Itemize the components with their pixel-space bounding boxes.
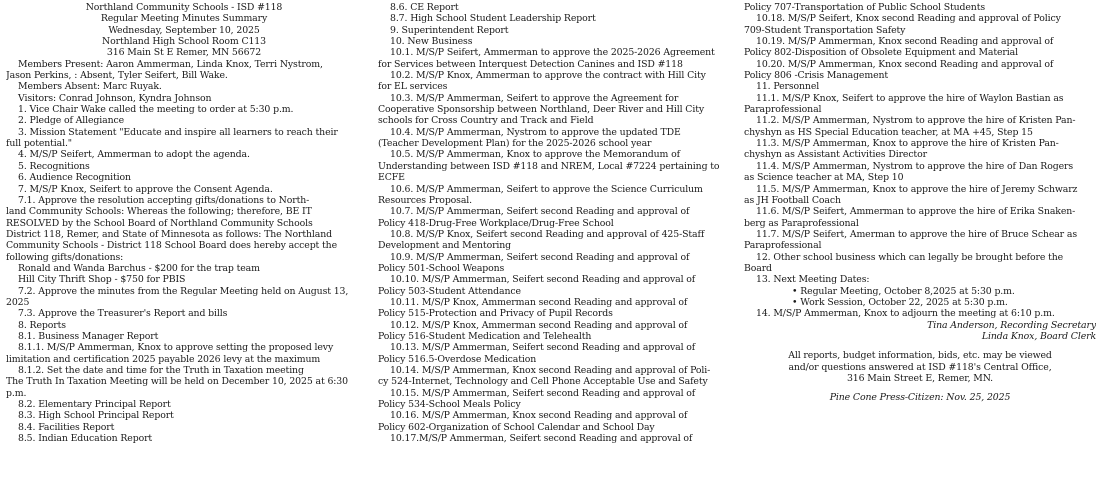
column-3	[744, 2, 1096, 478]
text-line: for EL services	[378, 81, 448, 93]
text-line: Jason Perkins, : Absent, Tyler Seifert, Bill Wake.	[6, 70, 228, 82]
publication-line: Pine Cone Press-Citizen: Nov. 25, 2025	[829, 392, 1011, 404]
text-line: 10.17.M/S/P Ammerman, Seifert second Reading and approval of	[390, 433, 693, 445]
text-line: 8.5. Indian Education Report	[18, 433, 153, 445]
column-2	[378, 2, 728, 478]
text-line: 11. Personnel	[756, 81, 820, 93]
text-line: • Regular Meeting, October 8,2025 at 5:30 p.m.	[792, 285, 1015, 297]
text-line: 11.6. M/S/P Seifert, Ammerman to approve the hire of Erika Snaken-	[756, 206, 1076, 218]
text-line: 10.4. M/S/P Ammerman, Nystrom to approve the updated TDE	[390, 126, 681, 138]
text-line: 10.12. M/S/P Knox, Ammerman second Reading and approval of	[390, 319, 688, 331]
text-line: 7.1. Approve the resolution accepting gifts/donations to North-	[18, 194, 310, 206]
text-line: 316 Main Street E, Remer, MN.	[846, 373, 994, 384]
column-1	[6, 2, 362, 478]
text-line: 11.1. M/S/P Knox, Seifert to approve the hire of Waylon Bastian as	[756, 92, 1064, 104]
text-line: 10.11. M/S/P Knox, Ammerman second Reading and approval of	[390, 296, 688, 308]
text-line: Paraprofessional	[744, 104, 822, 116]
text-line: 1. Vice Chair Wake called the meeting to order at 5:30 p.m.	[18, 104, 294, 116]
text-line: Hill City Thrift Shop - $750 for PBIS	[18, 274, 186, 286]
text-line: Members Absent: Marc Ruyak.	[18, 81, 162, 93]
text-line: 9. Superintendent Report	[390, 24, 509, 36]
text-line: The Truth In Taxation Meeting will be held on December 10, 2025 at 6:30	[6, 376, 348, 388]
text-line: 8.1.1. M/S/P Ammerman, Knox to approve setting the proposed levy	[18, 342, 334, 354]
text-line: 7. M/S/P Knox, Seifert to approve the Consent Agenda.	[18, 183, 273, 195]
text-line: Community Schools - District 118 School Board does hereby accept the	[6, 240, 337, 252]
text-line: 10.15. M/S/P Ammerman, Seifert second Reading and approval of	[390, 387, 696, 399]
text-line: Ronald and Wanda Barchus - $200 for the trap team	[18, 262, 260, 274]
text-line: 10.3. M/S/P Ammerman, Seifert to approve the Agreement for	[390, 92, 679, 104]
text-line: 10.6. M/S/P Ammerman, Seifert to approve the Science Curriculum	[390, 183, 703, 195]
text-line: 8.3. High School Principal Report	[18, 410, 174, 422]
text-line: 11.2. M/S/P Ammerman, Nystrom to approve the hire of Kristen Pan-	[756, 115, 1076, 127]
text-line: Policy 806 -Crisis Management	[744, 70, 889, 82]
text-line: 2025	[6, 296, 30, 308]
text-line: chyshyn as HS Special Education teacher, at MA +45, Step 15	[744, 126, 1033, 138]
text-line: Policy 516-Student Medication and Telehealth	[378, 330, 592, 342]
text-line: 10.5. M/S/P Ammerman, Knox to approve the Memorandum of	[390, 149, 680, 161]
text-line: as Science teacher at MA, Step 10	[744, 172, 904, 184]
text-line: 10.9. M/S/P Ammerman, Seifert second Reading and approval of	[390, 251, 690, 263]
text-line: 13. Next Meeting Dates:	[756, 274, 870, 286]
text-line: 10.18. M/S/P Seifert, Knox second Reading and approval of Policy	[756, 13, 1061, 25]
text-line: Board	[744, 262, 772, 274]
text-line: 8. Reports	[18, 319, 66, 331]
text-line: schools for Cross Country and Track and Field	[378, 115, 594, 127]
text-line: 10.7. M/S/P Ammerman, Seifert second Reading and approval of	[390, 206, 690, 218]
text-line: Cooperative Sponsorship between Northland, Deer River and Hill City	[378, 104, 704, 116]
text-line: 8.1.2. Set the date and time for the Truth in Taxation meeting	[18, 365, 304, 376]
header-location: Northland High School Room C113	[102, 36, 266, 48]
text-line: berg as Paraprofessional	[744, 217, 859, 229]
spacer	[744, 384, 1096, 392]
text-line: Policy 503-Student Attendance	[378, 285, 521, 297]
text-line: 11.3. M/S/P Ammerman, Knox to approve the hire of Kristen Pan-	[756, 138, 1059, 150]
text-line: limitation and certification 2025 payable 2026 levy at the maximum	[6, 353, 321, 365]
text-line: and/or questions answered at ISD #118's Central Office,	[788, 361, 1052, 373]
text-line: 10.19. M/S/P Ammerman, Knox second Reading and approval of	[756, 36, 1054, 48]
text-line: Policy 707-Transportation of Public School Students	[744, 2, 986, 13]
text-line: Understanding between ISD #118 and NREM, Local #7224 pertaining to	[378, 160, 720, 172]
text-line: 10.20. M/S/P Ammerman, Knox second Reading and approval of	[756, 58, 1054, 70]
text-line: (Teacher Development Plan) for the 2025-2026 school year	[378, 138, 652, 150]
text-line: • Work Session, October 22, 2025 at 5:30 p.m.	[792, 296, 1008, 308]
text-line: 14. M/S/P Ammerman, Knox to adjourn the meeting at 6:10 p.m.	[756, 308, 1055, 320]
text-line: 5. Recognitions	[18, 160, 90, 172]
text-line: 3. Mission Statement "Educate and inspire all learners to reach their	[18, 126, 338, 138]
text-line: 11.7. M/S/P Seifert, Amerman to approve the hire of Bruce Schear as	[756, 228, 1078, 240]
text-line: 11.4. M/S/P Ammerman, Nystrom to approve the hire of Dan Rogers	[756, 160, 1074, 172]
text-line: Policy 515-Protection and Privacy of Pupil Records	[378, 308, 613, 320]
text-line: 10. New Business	[390, 36, 473, 48]
text-line: 7.3. Approve the Treasurer's Report and bills	[18, 308, 228, 320]
text-line: p.m.	[6, 387, 27, 399]
text-line: following gifts/donations:	[6, 251, 124, 263]
text-line: land Community Schools: Whereas the following; therefore, BE IT	[6, 206, 312, 218]
header-district: Northland Community Schools - ISD #118	[85, 2, 283, 13]
text-line: Policy 516.5-Overdose Medication	[378, 353, 537, 365]
text-line: Members Present: Aaron Ammerman, Linda Knox, Terri Nystrom,	[18, 58, 323, 70]
text-line: Paraprofessional	[744, 240, 822, 252]
signature-secretary: Tina Anderson, Recording Secretary	[927, 319, 1096, 331]
text-line: 10.2. M/S/P Knox, Ammerman to approve the contract with Hill City	[390, 70, 706, 82]
header-title: Regular Meeting Minutes Summary	[100, 13, 268, 25]
header-date: Wednesday, September 10, 2025	[108, 24, 260, 36]
text-line: Policy 418-Drug-Free Workplace/Drug-Free School	[378, 217, 614, 229]
text-line: 10.1. M/S/P Seifert, Ammerman to approve the 2025-2026 Agreement	[390, 47, 715, 59]
text-line: District 118, Remer, and State of Minnesota as follows: The Northland	[6, 228, 332, 240]
text-line: 8.7. High School Student Leadership Report	[390, 13, 596, 25]
signature-clerk: Linda Knox, Board Clerk	[981, 330, 1096, 342]
text-line: 2. Pledge of Allegiance	[18, 115, 125, 127]
text-line: 10.8. M/S/P Knox, Seifert second Reading and approval of 425-Staff	[390, 228, 705, 240]
text-line: 8.4. Facilities Report	[18, 421, 115, 433]
text-line: 6. Audience Recognition	[18, 172, 131, 184]
text-line: ECFE	[378, 172, 405, 184]
text-line: cy 524-Internet, Technology and Cell Phone Acceptable Use and Safety	[378, 376, 708, 388]
spacer	[744, 342, 1096, 350]
text-line: All reports, budget information, bids, etc. may be viewed	[788, 350, 1052, 362]
text-line: 8.6. CE Report	[390, 2, 459, 13]
text-line: Policy 802-Disposition of Obsolete Equipment and Material	[744, 47, 1018, 59]
text-line: RESOLVED by the School Board of Northland Community Schools	[6, 217, 313, 229]
text-line: Policy 501-School Weapons	[378, 262, 505, 274]
text-line: full potential."	[6, 138, 72, 150]
text-line: 4. M/S/P Seifert, Ammerman to adopt the agenda.	[18, 149, 250, 161]
text-line: 10.10. M/S/P Ammerman, Seifert second Reading and approval of	[390, 274, 696, 286]
text-line: for Services between Interquest Detection Canines and ISD #118	[378, 58, 683, 70]
text-line: Development and Mentoring	[378, 240, 512, 252]
text-line: as JH Football Coach	[744, 194, 841, 206]
text-line: 10.13. M/S/P Ammerman, Seifert second Reading and approval of	[390, 342, 696, 354]
text-line: 8.2. Elementary Principal Report	[18, 399, 171, 411]
text-line: 11.5. M/S/P Ammerman, Knox to approve the hire of Jeremy Schwarz	[756, 183, 1078, 195]
text-line: Resources Proposal.	[378, 194, 473, 206]
text-line: 10.14. M/S/P Ammerman, Knox second Reading and approval of Poli-	[390, 365, 711, 376]
text-line: Policy 534-School Meals Policy	[378, 399, 521, 411]
text-line: 12. Other school business which can legally be brought before the	[756, 251, 1064, 263]
text-line: 709-Student Transportation Safety	[744, 24, 906, 36]
text-line: 7.2. Approve the minutes from the Regular Meeting held on August 13,	[18, 285, 349, 297]
text-line: chyshyn as Assistant Activities Director	[744, 149, 927, 161]
text-line: 10.16. M/S/P Ammerman, Knox second Reading and approval of	[390, 410, 688, 422]
text-line: 8.1. Business Manager Report	[18, 330, 159, 342]
header-address: 316 Main St E Remer, MN 56672	[106, 47, 262, 59]
text-line: Visitors: Conrad Johnson, Kyndra Johnson	[18, 92, 212, 104]
text-line: Policy 602-Organization of School Calendar and School Day	[378, 421, 655, 433]
